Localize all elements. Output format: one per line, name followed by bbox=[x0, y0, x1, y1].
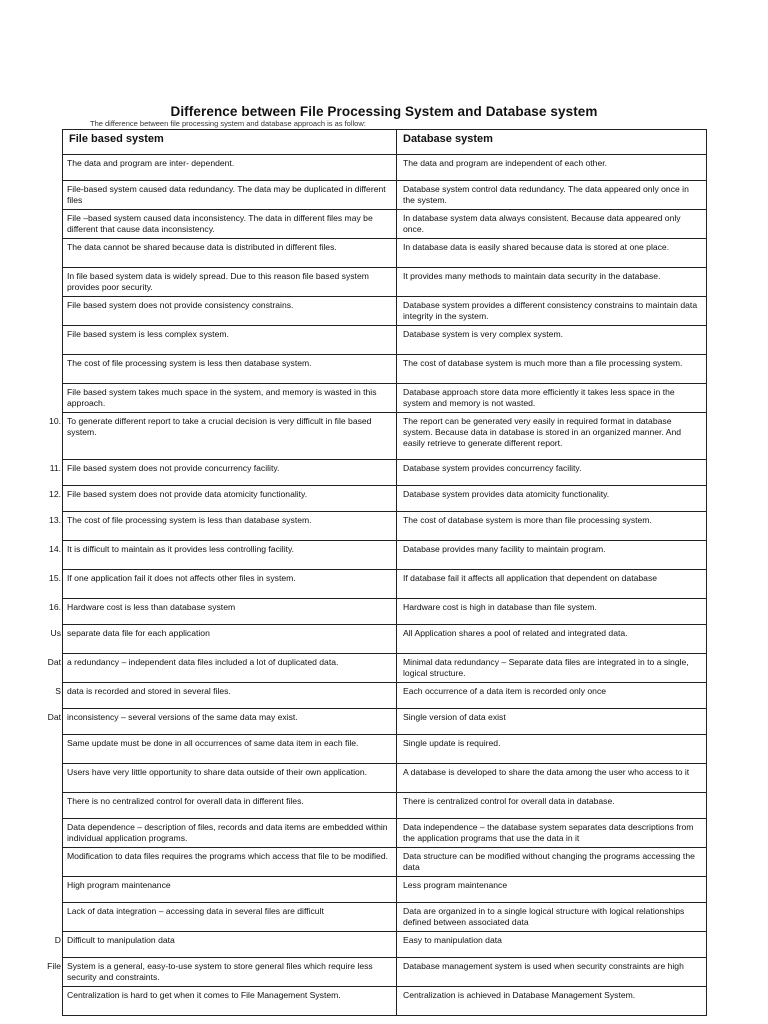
file-based-cell bbox=[63, 793, 397, 819]
table-row bbox=[63, 512, 707, 541]
table-row bbox=[63, 155, 707, 181]
table-row bbox=[63, 625, 707, 654]
file-based-cell bbox=[63, 210, 397, 239]
database-text: It provides many methods to maintain data security in the database. bbox=[403, 271, 661, 281]
file-based-text: Hardware cost is less than database system bbox=[67, 602, 236, 612]
database-text: Data are organized in to a single logical structure with logical relationships defined between associated data bbox=[403, 906, 685, 928]
file-based-text: Same update must be done in all occurrences of same data item in each file. bbox=[67, 738, 359, 748]
file-based-cell bbox=[54, 932, 397, 958]
table-row bbox=[63, 384, 707, 413]
database-cell bbox=[397, 239, 707, 268]
file-based-cell bbox=[63, 181, 397, 210]
file-based-text: File based system does not provide consistency constrains. bbox=[67, 300, 294, 310]
table-row bbox=[63, 486, 707, 512]
table-row bbox=[63, 764, 707, 793]
table-row bbox=[63, 413, 707, 460]
file-based-cell bbox=[63, 848, 397, 877]
file-based-text: The cost of file processing system is less then database system. bbox=[67, 358, 312, 368]
file-based-cell bbox=[49, 541, 397, 570]
file-based-text: separate data file for each application bbox=[67, 628, 210, 638]
database-text: The cost of database system is more than file processing system. bbox=[403, 515, 652, 525]
file-based-cell bbox=[63, 268, 397, 297]
database-text: Database system control data redundancy. The data appeared only once in the system. bbox=[403, 184, 689, 206]
row-number: 12. bbox=[49, 489, 61, 499]
database-text: Database system is very complex system. bbox=[403, 329, 563, 339]
table-row bbox=[63, 541, 707, 570]
file-based-text: Difficult to manipulation data bbox=[67, 935, 175, 945]
row-number: 16. bbox=[49, 602, 61, 612]
file-based-cell bbox=[63, 326, 397, 355]
table-row bbox=[63, 326, 707, 355]
file-based-text: File-based system caused data redundancy. The data may be duplicated in different files bbox=[67, 184, 386, 206]
row-number: S bbox=[55, 686, 61, 696]
table-row bbox=[63, 848, 707, 877]
database-cell bbox=[397, 932, 707, 958]
database-cell bbox=[397, 541, 707, 570]
file-based-text: High program maintenance bbox=[67, 880, 171, 890]
file-based-cell bbox=[63, 735, 397, 764]
database-cell bbox=[397, 155, 707, 181]
file-based-cell bbox=[49, 486, 397, 512]
table-row bbox=[63, 709, 707, 735]
table-body bbox=[47, 155, 707, 1016]
file-based-text: The data and program are inter- dependent. bbox=[67, 158, 235, 168]
file-based-text: File –based system caused data inconsistency. The data in different files may be different that cause data inconsistency. bbox=[67, 213, 373, 235]
file-based-cell bbox=[63, 987, 397, 1016]
header-database: Database system bbox=[397, 130, 707, 155]
file-based-text: File based system is less complex system. bbox=[67, 329, 229, 339]
database-text: Hardware cost is high in database than file system. bbox=[403, 602, 597, 612]
file-based-text: Centralization is hard to get when it comes to File Management System. bbox=[67, 990, 341, 1000]
file-based-text: File based system does not provide data atomicity functionality. bbox=[67, 489, 308, 499]
table-header-row bbox=[63, 130, 707, 155]
table-row bbox=[63, 903, 707, 932]
row-number: D bbox=[54, 935, 61, 945]
file-based-text: Lack of data integration – accessing data in several files are difficult bbox=[67, 906, 324, 916]
table-row bbox=[63, 210, 707, 239]
database-text: In database system data always consistent. Because data appeared only once. bbox=[403, 213, 681, 235]
file-based-text: File based system does not provide concurrency facility. bbox=[67, 463, 280, 473]
database-cell bbox=[397, 486, 707, 512]
file-based-text: File based system takes much space in the system, and memory is wasted in this approach. bbox=[67, 387, 377, 409]
file-based-cell bbox=[47, 654, 397, 683]
database-cell bbox=[397, 599, 707, 625]
database-text: Data independence – the database system separates data descriptions from the application programs that use the data in it bbox=[403, 822, 694, 844]
database-cell bbox=[397, 683, 707, 709]
row-number: Us bbox=[50, 628, 61, 638]
database-text: Single version of data exist bbox=[403, 712, 506, 722]
file-based-text: data is recorded and stored in several files. bbox=[67, 686, 231, 696]
database-text: The data and program are independent of each other. bbox=[403, 158, 608, 168]
database-text: All Application shares a pool of related and integrated data. bbox=[403, 628, 628, 638]
table-row bbox=[63, 297, 707, 326]
file-based-cell bbox=[63, 819, 397, 848]
database-cell bbox=[397, 735, 707, 764]
table-row bbox=[63, 268, 707, 297]
database-text: Single update is required. bbox=[403, 738, 501, 748]
table-row bbox=[63, 819, 707, 848]
database-cell bbox=[397, 877, 707, 903]
table-row bbox=[63, 181, 707, 210]
file-based-text: Users have very little opportunity to share data outside of their own application. bbox=[67, 767, 367, 777]
file-based-cell bbox=[63, 239, 397, 268]
database-cell bbox=[397, 987, 707, 1016]
row-number: 15. bbox=[49, 573, 61, 583]
database-cell bbox=[397, 210, 707, 239]
database-text: Database system provides a different consistency constrains to maintain data integrity in the system. bbox=[403, 300, 698, 322]
comparison-table bbox=[47, 129, 707, 1016]
file-based-cell bbox=[50, 625, 397, 654]
database-cell bbox=[397, 625, 707, 654]
database-cell bbox=[397, 384, 707, 413]
file-based-cell bbox=[49, 413, 397, 460]
page-title: Difference between File Processing System and Database system bbox=[170, 104, 598, 119]
database-text: There is centralized control for overall data in database. bbox=[403, 796, 615, 806]
database-cell bbox=[397, 297, 707, 326]
file-based-cell bbox=[49, 570, 397, 599]
database-cell bbox=[397, 181, 707, 210]
table-row bbox=[63, 735, 707, 764]
file-based-text: The cost of file processing system is less than database system. bbox=[67, 515, 312, 525]
table-row bbox=[63, 355, 707, 384]
database-cell bbox=[397, 764, 707, 793]
file-based-text: Data dependence – description of files, records and data items are embedded within individual application programs. bbox=[67, 822, 388, 844]
database-text: Database system provides data atomicity functionality. bbox=[403, 489, 610, 499]
file-based-text: If one application fail it does not affects other files in system. bbox=[67, 573, 296, 583]
database-text: The report can be generated very easily in required format in database system. Because data in database is stored in an organized manner. And easily retrieve to generate different report. bbox=[403, 416, 682, 449]
database-text: Each occurrence of a data item is recorded only once bbox=[403, 686, 607, 696]
file-based-cell bbox=[63, 764, 397, 793]
table-row bbox=[63, 987, 707, 1016]
table-row bbox=[63, 239, 707, 268]
database-text: Easy to manipulation data bbox=[403, 935, 502, 945]
database-text: A database is developed to share the data among the user who access to it bbox=[403, 767, 690, 777]
database-cell bbox=[397, 958, 707, 987]
database-cell bbox=[397, 654, 707, 683]
file-based-cell bbox=[63, 297, 397, 326]
row-number: 11. bbox=[49, 463, 61, 473]
file-based-text: inconsistency – several versions of the same data may exist. bbox=[67, 712, 298, 722]
database-cell bbox=[397, 570, 707, 599]
file-based-cell bbox=[49, 512, 397, 541]
row-number: Dat bbox=[47, 712, 61, 722]
file-based-cell bbox=[47, 709, 397, 735]
table-row bbox=[63, 654, 707, 683]
row-number: File bbox=[47, 961, 61, 971]
file-based-cell bbox=[63, 903, 397, 932]
file-based-cell bbox=[63, 355, 397, 384]
file-based-text: Modification to data files requires the programs which access that file to be modified. bbox=[67, 851, 388, 861]
database-text: Centralization is achieved in Database Management System. bbox=[403, 990, 636, 1000]
database-cell bbox=[397, 326, 707, 355]
file-based-text: To generate different report to take a crucial decision is very difficult in file based system. bbox=[67, 416, 372, 438]
database-text: If database fail it affects all application that dependent on database bbox=[403, 573, 658, 583]
file-based-text: There is no centralized control for overall data in different files. bbox=[67, 796, 304, 806]
file-based-text: a redundancy – independent data files included a lot of duplicated data. bbox=[67, 657, 339, 667]
row-number: 14. bbox=[49, 544, 61, 554]
file-based-text: In file based system data is widely spread. Due to this reason file based system provides poor security. bbox=[67, 271, 369, 293]
database-cell bbox=[397, 512, 707, 541]
file-based-cell bbox=[49, 460, 397, 486]
table-row bbox=[63, 932, 707, 958]
table-row bbox=[63, 877, 707, 903]
table-row bbox=[63, 460, 707, 486]
table-row bbox=[63, 958, 707, 987]
file-based-text: It is difficult to maintain as it provides less controlling facility. bbox=[67, 544, 295, 554]
database-text: In database data is easily shared because data is stored at one place. bbox=[403, 242, 670, 252]
table-row bbox=[63, 683, 707, 709]
file-based-text: The data cannot be shared because data is distributed in different files. bbox=[67, 242, 337, 252]
database-cell bbox=[397, 848, 707, 877]
table-row bbox=[63, 793, 707, 819]
database-text: Data structure can be modified without changing the programs accessing the data bbox=[403, 851, 695, 873]
file-based-cell bbox=[63, 877, 397, 903]
row-number: 13. bbox=[49, 515, 61, 525]
database-cell bbox=[397, 355, 707, 384]
table-row bbox=[63, 570, 707, 599]
database-text: Database management system is used when security constraints are high bbox=[403, 961, 684, 971]
table-row bbox=[63, 599, 707, 625]
database-text: Database approach store data more efficiently it takes less space in the system and memory is not wasted. bbox=[403, 387, 675, 409]
database-cell bbox=[397, 413, 707, 460]
header-file-based: File based system bbox=[63, 130, 397, 155]
file-based-cell bbox=[49, 599, 397, 625]
file-based-cell bbox=[63, 384, 397, 413]
database-cell bbox=[397, 793, 707, 819]
file-based-text: System is a general, easy-to-use system to store general files which require less security and constraints. bbox=[67, 961, 373, 983]
database-text: Database provides many facility to maintain program. bbox=[403, 544, 606, 554]
database-text: Less program maintenance bbox=[403, 880, 508, 890]
file-based-cell bbox=[47, 958, 397, 987]
row-number: 10. bbox=[49, 416, 61, 426]
database-text: Minimal data redundancy – Separate data files are integrated in to a single, logical structure. bbox=[403, 657, 689, 679]
database-text: Database system provides concurrency facility. bbox=[403, 463, 582, 473]
database-cell bbox=[397, 460, 707, 486]
page-subtitle: The difference between file processing system and database approach is as follow: bbox=[90, 119, 366, 128]
row-number: Dat bbox=[47, 657, 61, 667]
file-based-cell bbox=[55, 683, 397, 709]
file-based-cell bbox=[63, 155, 397, 181]
database-cell bbox=[397, 268, 707, 297]
database-cell bbox=[397, 819, 707, 848]
database-cell bbox=[397, 709, 707, 735]
database-cell bbox=[397, 903, 707, 932]
database-text: The cost of database system is much more than a file processing system. bbox=[403, 358, 683, 368]
